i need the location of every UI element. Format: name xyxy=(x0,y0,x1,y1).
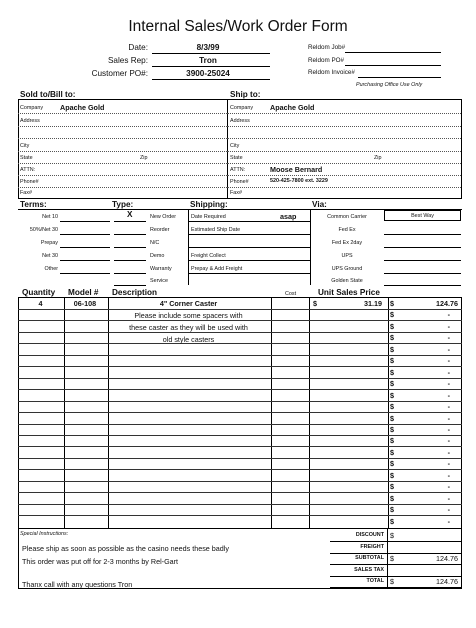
row-total-dollar: $ xyxy=(390,368,394,377)
totals-dollar: $ xyxy=(390,577,394,586)
ship-attn-line xyxy=(227,175,461,176)
ship-state-label: State xyxy=(230,155,243,161)
ship-phone-label: Phone# xyxy=(230,179,249,185)
ship-estimated-label: Estimated Ship Date xyxy=(191,227,241,233)
row-total[interactable]: - xyxy=(447,379,450,388)
reldom-po-label: Reldom PO# xyxy=(308,57,345,64)
reldom-invoice-field[interactable] xyxy=(358,77,441,78)
terms-option-prepay[interactable]: Prepay xyxy=(40,240,58,246)
ship-prepay-freight-label[interactable]: Prepay & Add Freight xyxy=(191,266,243,272)
sold-zip-label: Zip xyxy=(140,155,148,161)
row-1-unit-dollar: $ xyxy=(313,299,317,308)
shipping-row-3-rule xyxy=(188,247,310,248)
reldom-job-field[interactable] xyxy=(345,52,441,53)
totals-rule xyxy=(330,541,462,542)
type-option-warranty[interactable]: Warranty xyxy=(150,266,172,272)
row-total[interactable]: - xyxy=(447,333,450,342)
row-1-model[interactable]: 06-108 xyxy=(73,299,97,308)
ship-address-label: Address xyxy=(230,118,250,124)
totals-rule xyxy=(330,564,462,565)
row-total[interactable]: - xyxy=(447,356,450,365)
items-row-rule xyxy=(18,492,462,493)
row-total-dollar: $ xyxy=(390,505,394,514)
type-new-order-line xyxy=(114,221,146,222)
row-1-total[interactable]: 124.76 xyxy=(436,299,458,308)
totals-right-border xyxy=(461,529,462,588)
type-option-reorder[interactable]: Reorder xyxy=(150,227,170,233)
items-row-rule xyxy=(18,389,462,390)
items-row-rule xyxy=(18,424,462,425)
ship-address-line xyxy=(227,126,461,127)
row-total[interactable]: - xyxy=(447,436,450,445)
terms-50-net30-line xyxy=(60,234,110,235)
type-heading: Type: xyxy=(112,200,134,209)
ship-freight-collect-label[interactable]: Freight Collect xyxy=(191,253,226,259)
type-nc-line xyxy=(114,247,146,248)
row-total-dollar: $ xyxy=(390,517,394,526)
shipping-row-5-rule xyxy=(188,273,310,274)
terms-option-50-net30[interactable]: 50%/Net 30 xyxy=(29,227,58,233)
terms-net30-line xyxy=(60,260,110,261)
via-line-2 xyxy=(384,247,461,248)
type-option-demo[interactable]: Demo xyxy=(150,253,165,259)
items-row-rule xyxy=(18,332,462,333)
items-row-rule xyxy=(18,446,462,447)
via-best-way-box[interactable] xyxy=(384,210,461,221)
ship-company-label: Company xyxy=(230,105,254,111)
sold-city-line xyxy=(18,151,227,152)
ship-zip-label: Zip xyxy=(374,155,382,161)
terms-option-other[interactable]: Other xyxy=(44,266,58,272)
sales-rep-value[interactable]: Tron xyxy=(199,56,217,65)
sold-company-label: Company xyxy=(20,105,44,111)
via-heading: Via: xyxy=(312,200,327,209)
sold-attn-line xyxy=(18,175,227,176)
row-total-dollar: $ xyxy=(390,379,394,388)
row-total-dollar: $ xyxy=(390,356,394,365)
col-header-cost: Cost xyxy=(285,291,297,297)
terms-prepay-line xyxy=(60,247,110,248)
row-total[interactable]: - xyxy=(447,310,450,319)
reldom-po-field[interactable] xyxy=(345,65,441,66)
via-option-common-carrier[interactable]: Common Carrier xyxy=(327,214,367,220)
terms-net10-line xyxy=(60,221,110,222)
via-option-fedex[interactable]: Fed Ex xyxy=(338,227,356,233)
items-row-rule xyxy=(18,504,462,505)
via-line-1 xyxy=(384,234,461,235)
sold-company-value[interactable]: Apache Gold xyxy=(60,103,105,112)
office-use-note: Purchasing Office Use Only xyxy=(356,82,423,88)
date-value[interactable]: 8/3/99 xyxy=(196,43,220,52)
via-option-golden-state[interactable]: Golden State xyxy=(331,278,363,284)
sales-rep-underline xyxy=(152,66,270,67)
row-total[interactable]: - xyxy=(447,322,450,331)
row-total[interactable]: - xyxy=(447,345,450,354)
totals-label: SALES TAX xyxy=(354,567,384,573)
sold-address-line xyxy=(18,126,227,127)
via-option-ups-ground[interactable]: UPS Ground xyxy=(331,266,363,272)
items-row-rule xyxy=(18,309,462,310)
row-1-total-dollar: $ xyxy=(390,299,394,308)
ship-state-line xyxy=(227,163,461,164)
ship-date-required-value[interactable]: asap xyxy=(280,212,297,221)
row-total-dollar: $ xyxy=(390,494,394,503)
totals-divider xyxy=(387,529,388,588)
sold-company-line xyxy=(18,113,227,114)
customer-po-underline xyxy=(152,79,270,80)
ship-attn-label: ATTN: xyxy=(230,167,246,173)
totals-rule xyxy=(330,587,462,588)
sold-state-line xyxy=(18,163,227,164)
sold-city-label: City xyxy=(20,143,30,149)
items-row-rule xyxy=(18,458,462,459)
totals-dollar: $ xyxy=(390,531,394,540)
shipping-row-1-rule xyxy=(188,221,310,222)
row-total[interactable]: - xyxy=(447,471,450,480)
row-total-dollar: $ xyxy=(390,436,394,445)
address-bottom-rule xyxy=(18,198,462,199)
sold-phone-label: Phone# xyxy=(20,179,39,185)
row-total-dollar: $ xyxy=(390,402,394,411)
sold-to-heading: Sold to/Bill to: xyxy=(20,90,76,99)
row-total-dollar: $ xyxy=(390,345,394,354)
row-total[interactable]: - xyxy=(447,402,450,411)
row-total-dollar: $ xyxy=(390,333,394,342)
ship-city-label: City xyxy=(230,143,240,149)
totals-label: FREIGHT xyxy=(360,544,384,550)
address-right-border xyxy=(461,99,462,198)
ship-fax-label: Fax# xyxy=(230,190,242,196)
ship-company-value[interactable]: Apache Gold xyxy=(270,103,315,112)
terms-other-line xyxy=(60,273,110,274)
terms-option-net10[interactable]: Net 10 xyxy=(42,214,58,220)
items-row-rule xyxy=(18,469,462,470)
row-total[interactable]: - xyxy=(447,448,450,457)
via-option-ups[interactable]: UPS xyxy=(341,253,353,259)
type-reorder-line xyxy=(114,234,146,235)
items-row-rule xyxy=(18,515,462,516)
col-header-quantity: Quantity xyxy=(22,288,56,297)
col-header-description: Description xyxy=(112,288,158,297)
reldom-job-label: Reldom Job# xyxy=(308,44,346,51)
sold-fax-label: Fax# xyxy=(20,190,32,196)
ship-attn-value[interactable]: Moose Bernard xyxy=(270,165,323,174)
row-4-description[interactable]: old style casters xyxy=(162,335,215,344)
terms-heading: Terms: xyxy=(20,200,47,209)
row-2-description[interactable]: Please include some spacers with xyxy=(134,311,243,320)
sold-address-line-2 xyxy=(18,138,227,139)
sales-rep-label: Sales Rep: xyxy=(107,56,148,65)
row-1-quantity[interactable]: 4 xyxy=(38,299,43,308)
items-row-rule xyxy=(18,435,462,436)
via-line-3 xyxy=(384,260,461,261)
col-header-unit-price: Unit Sales Price xyxy=(318,288,380,297)
address-top-rule xyxy=(18,99,462,100)
ship-company-line xyxy=(227,113,461,114)
ship-phone-line xyxy=(227,187,461,188)
row-total-dollar: $ xyxy=(390,459,394,468)
row-total-dollar: $ xyxy=(390,471,394,480)
type-new-order-mark[interactable]: X xyxy=(127,210,133,219)
row-total[interactable]: - xyxy=(447,505,450,514)
shipping-right-border xyxy=(310,209,311,285)
ship-to-heading: Ship to: xyxy=(230,90,261,99)
items-row-rule xyxy=(18,378,462,379)
ship-city-line xyxy=(227,151,461,152)
shipping-row-4-rule xyxy=(188,260,310,261)
via-option-fedex-2day[interactable]: Fed Ex 2day xyxy=(331,240,363,246)
ship-address-line-2 xyxy=(227,138,461,139)
items-row-rule xyxy=(18,412,462,413)
shipping-heading: Shipping: xyxy=(190,200,228,209)
row-1-description[interactable]: 4" Corner Caster xyxy=(159,299,218,308)
via-option-best-way: Best Way xyxy=(411,213,434,219)
row-total[interactable]: - xyxy=(447,414,450,423)
date-label: Date: xyxy=(128,43,148,52)
sold-attn-label: ATTN: xyxy=(20,167,36,173)
form-bottom-rule xyxy=(18,588,462,589)
type-demo-line xyxy=(114,260,146,261)
items-row-rule xyxy=(18,481,462,482)
row-total[interactable]: - xyxy=(447,482,450,491)
type-warranty-line xyxy=(114,273,146,274)
row-total[interactable]: - xyxy=(447,425,450,434)
instructions-line-2[interactable]: This order was put off for 2-3 months by Rel-Gart xyxy=(22,557,179,566)
items-row-rule xyxy=(18,366,462,367)
row-3-description[interactable]: these caster as they will be used with xyxy=(129,323,248,332)
via-line-5 xyxy=(384,285,461,286)
row-total[interactable]: - xyxy=(447,459,450,468)
row-total-dollar: $ xyxy=(390,322,394,331)
items-row-rule xyxy=(18,320,462,321)
totals-label: TOTAL xyxy=(366,578,384,584)
row-total-dollar: $ xyxy=(390,425,394,434)
date-underline xyxy=(152,53,270,54)
row-total[interactable]: - xyxy=(447,517,450,526)
reldom-invoice-label: Reldom Invoice# xyxy=(308,69,355,76)
items-row-rule xyxy=(18,401,462,402)
ship-phone-value[interactable]: 520-425-7800 ext. 3229 xyxy=(270,178,328,184)
sold-phone-line xyxy=(18,187,227,188)
instructions-left-border xyxy=(18,529,19,589)
totals-value[interactable]: 124.76 xyxy=(436,577,458,586)
form-title: Internal Sales/Work Order Form xyxy=(128,18,348,35)
terms-option-net30[interactable]: Net 30 xyxy=(42,253,58,259)
ship-date-required-label: Date Required xyxy=(191,214,226,220)
items-row-rule xyxy=(18,355,462,356)
shipping-row-2-rule xyxy=(188,234,310,235)
instructions-line-1[interactable]: Please ship as soon as possible as the casino needs these badly xyxy=(22,544,229,553)
type-option-new-order[interactable]: New Order xyxy=(150,214,177,220)
totals-dollar: $ xyxy=(390,554,394,563)
totals-value[interactable]: 124.76 xyxy=(436,554,458,563)
totals-label: SUBTOTAL xyxy=(355,555,384,561)
row-total-dollar: $ xyxy=(390,482,394,491)
type-option-nc[interactable]: N/C xyxy=(150,240,160,246)
type-option-service[interactable]: Service xyxy=(150,278,168,284)
row-total-dollar: $ xyxy=(390,391,394,400)
row-1-unit-price[interactable]: 31.19 xyxy=(364,299,382,308)
sold-state-label: State xyxy=(20,155,33,161)
row-total-dollar: $ xyxy=(390,414,394,423)
row-total-dollar: $ xyxy=(390,310,394,319)
special-instructions-label: Special Instructions: xyxy=(20,531,69,537)
row-total-dollar: $ xyxy=(390,448,394,457)
sold-address-label: Address xyxy=(20,118,40,124)
via-line-4 xyxy=(384,273,461,274)
customer-po-label: Customer PO#: xyxy=(91,69,148,78)
col-header-model: Model # xyxy=(68,288,99,297)
type-service-line xyxy=(114,285,146,286)
instructions-line-3[interactable]: Thanx call with any questions Tron xyxy=(22,580,133,589)
row-total[interactable]: - xyxy=(447,494,450,503)
totals-label: DISCOUNT xyxy=(355,532,384,538)
customer-po-value[interactable]: 3900-25024 xyxy=(186,69,230,78)
row-total[interactable]: - xyxy=(447,391,450,400)
row-total[interactable]: - xyxy=(447,368,450,377)
